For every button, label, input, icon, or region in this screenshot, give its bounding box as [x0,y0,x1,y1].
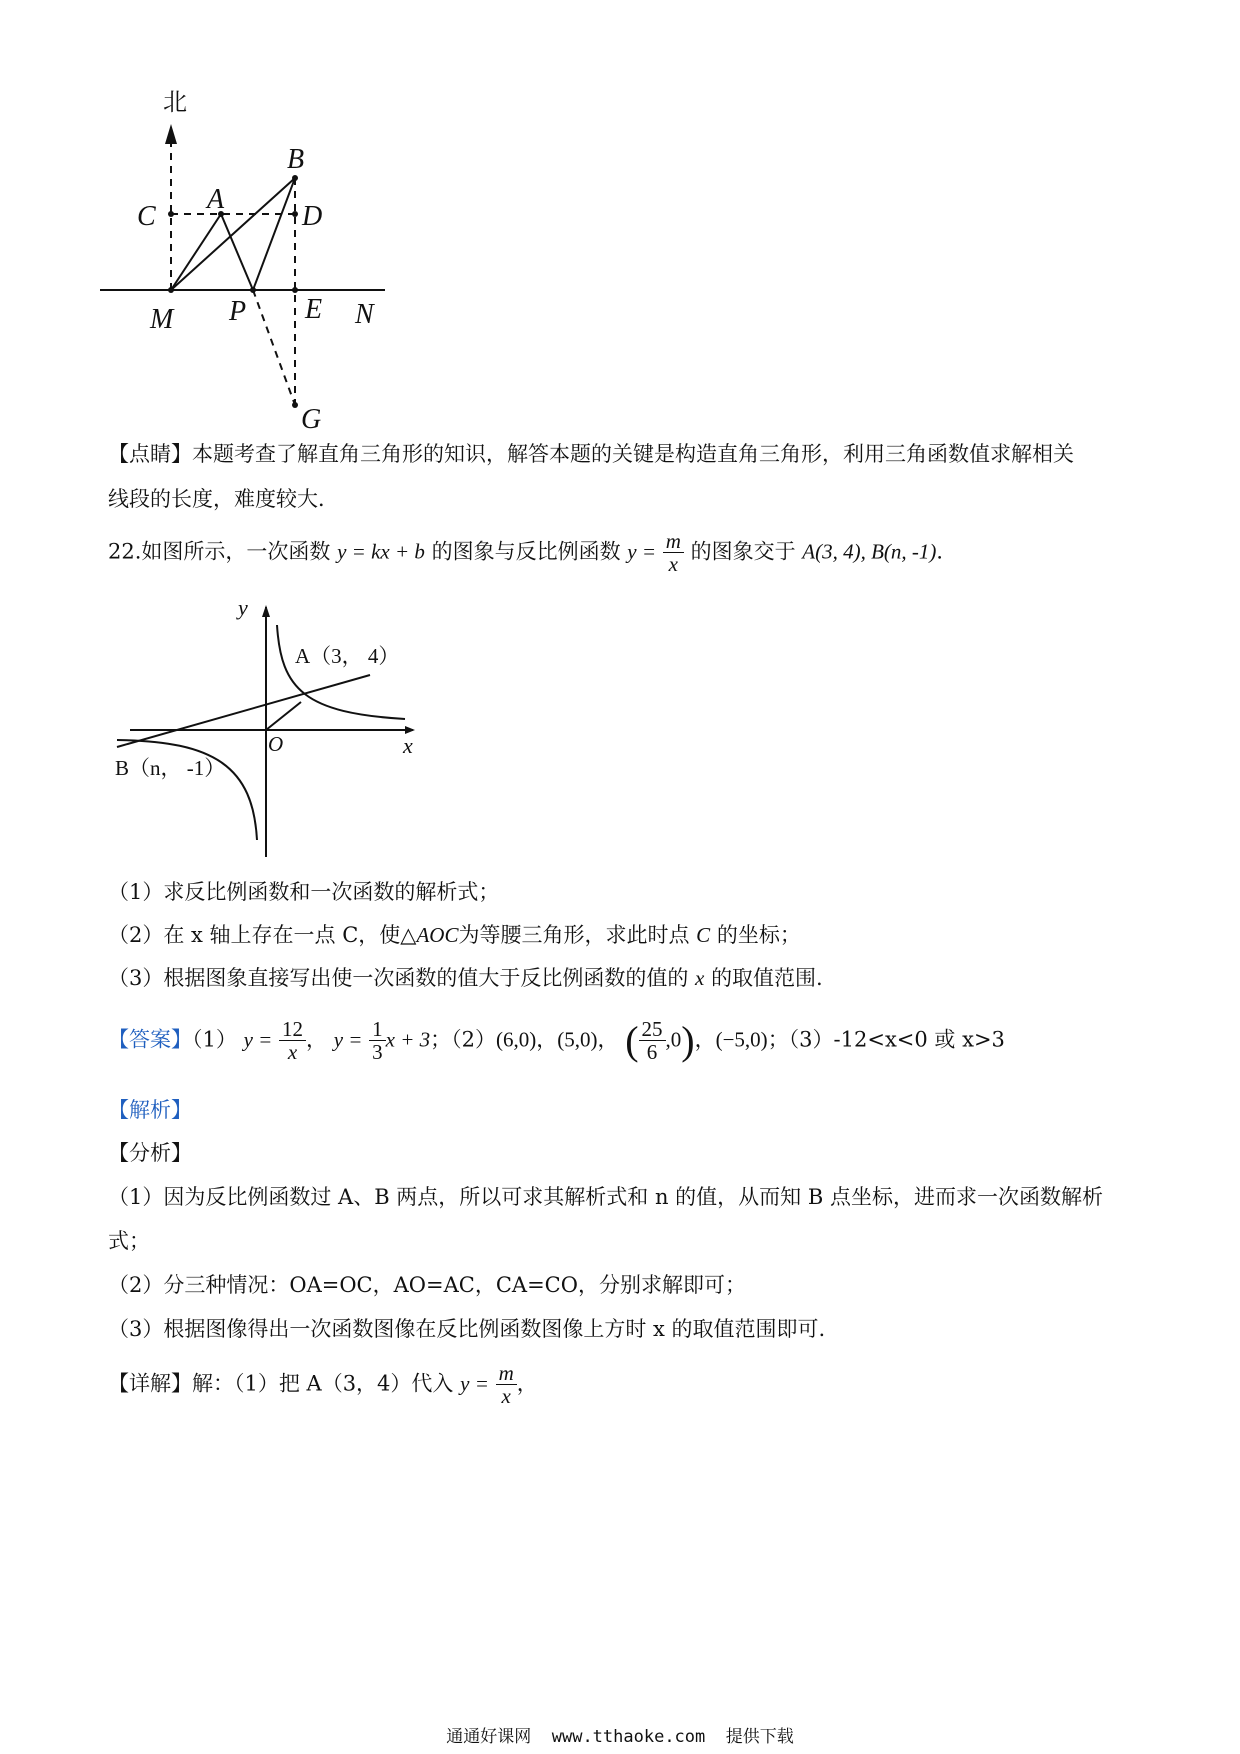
answer-coord-3-frac [639,1018,666,1064]
answer-frac-1-den: x [279,1040,306,1064]
answer-p2: ；（2） [430,1027,496,1052]
label-G: G [301,404,322,435]
answer-coord-3-den: 6 [639,1040,666,1064]
q22-frac-num: m [665,529,681,553]
answer-p1: （1） [192,1027,237,1052]
detail-line [108,1362,538,1408]
point-A-label: A（3， 4） [295,644,400,668]
answer-sep-2: ， [597,1027,619,1052]
answer-sep-3: ， [694,1027,716,1052]
answer-coord-2: (5,0) [557,1027,598,1052]
q22-suffix: 的图象交于 [690,539,796,564]
answer-comma-1: ， [306,1027,327,1052]
origin-label: O [268,732,284,756]
analysis-label: 【解析】 [108,1098,192,1122]
detail-y-eq: y = [460,1371,489,1396]
detail-frac-num: m [498,1361,514,1385]
detail-text: 解：（1）把 A（3，4）代入 [192,1371,454,1396]
tip-line-2: 线段的长度，难度较大． [108,487,339,511]
q22-mid: 的图象与反比例函数 [431,539,621,564]
answer-frac-2 [369,1018,386,1064]
answer-frac-2-num: 1 [372,1017,383,1041]
q22-end: ． [936,539,958,564]
geometry-figure-north [95,80,415,450]
function-graph-figure [105,595,435,865]
answer-frac-2-den: 3 [369,1040,386,1064]
axis-y-label: y [238,595,248,620]
point-B-label: B（n， -1） [115,756,226,780]
subq-3-a: （3）根据图象直接写出使一次函数的值大于反比例函数的值的 [108,966,689,990]
subq-2-c: C [696,923,711,947]
q22-frac-den: x [663,552,684,576]
label-E: E [305,294,323,325]
answer-sep-1: ， [536,1027,558,1052]
question-22 [108,530,957,576]
label-C: C [137,201,156,232]
detail-frac [496,1362,517,1408]
q22-points: A(3, 4), B(n, -1) [802,539,937,564]
subq-2-d: 的坐标； [716,923,801,947]
label-P: P [229,296,247,327]
answer-coord-1: (6,0) [496,1027,537,1052]
analysis-2: （2）分三种情况：OA=OC，AO=AC，CA=CO，分别求解即可； [108,1273,746,1297]
subq-2-tri: △AOC [400,923,459,947]
axis-x-label: x [403,733,413,758]
analysis-1-line-1: （1）因为反比例函数过 A、B 两点，所以可求其解析式和 n 的值，从而知 B 点坐标，进而求一次函数解析 [108,1185,1103,1209]
subq-3-x: x [695,966,705,990]
label-M: M [150,304,174,335]
answer-y-eq-1: y = [243,1027,273,1052]
answer-frac-1-num: 12 [282,1017,303,1041]
detail-frac-den: x [496,1384,517,1408]
answer-line: 【答案】（1） y = $\frac{12}{x}$ ， y = $\frac{1}{3}$ x + 3；（2）(6,0)，(5,0)， ( $\frac{25}{6}$ ,0)，(−5,0)；（3）-12<x<0 或 x>3 [108,1017,1005,1065]
label-B: B [287,144,305,175]
fenxi-label: 【分析】 [108,1141,192,1165]
subq-3 [108,966,823,991]
label-A: A [207,184,225,215]
subq-1: （1）求反比例函数和一次函数的解析式； [108,880,500,904]
q22-linear-fn: y = kx + b [337,539,425,564]
answer-p3: ；（3）-12<x<0 或 x>3 [767,1027,1005,1052]
q22-fraction [663,530,684,576]
tip-text-1: 本题考查了解直角三角形的知识，解答本题的关键是构造直角三角形，利用三角函数值求解相关 [192,442,1074,466]
analysis-1-line-2: 式； [108,1229,150,1253]
tip-line-1 [108,442,1074,467]
q22-prefix: 22.如图所示，一次函数 [108,539,331,564]
subq-2-a: （2）在 x 轴上存在一点 C，使 [108,923,401,947]
page-footer: 通通好课网 www.tthaoke.com 提供下载 [446,1727,794,1747]
answer-tail-2: x + 3 [385,1027,431,1052]
answer-label: 【答案】 [108,1027,192,1052]
detail-end: ， [516,1371,538,1396]
tip-label: 【点睛】 [108,442,192,466]
detail-label: 【详解】 [108,1371,192,1396]
answer-coord-3-num: 25 [641,1017,663,1041]
label-N: N [355,299,374,330]
answer-coord-4: (−5,0) [715,1027,768,1052]
subq-3-b: 的取值范围. [711,966,823,990]
label-north: 北 [163,90,187,116]
q22-y-eq: y = [627,539,657,564]
answer-coord-3-tail: ,0 [665,1027,682,1052]
label-D: D [302,201,323,232]
subq-2-b: 为等腰三角形，求此时点 [458,923,690,947]
answer-frac-1 [279,1018,306,1064]
subq-2 [108,923,801,948]
analysis-3: （3）根据图像得出一次函数图像在反比例函数图像上方时 x 的取值范围即可. [108,1317,826,1341]
answer-y-eq-2: y = [333,1027,363,1052]
